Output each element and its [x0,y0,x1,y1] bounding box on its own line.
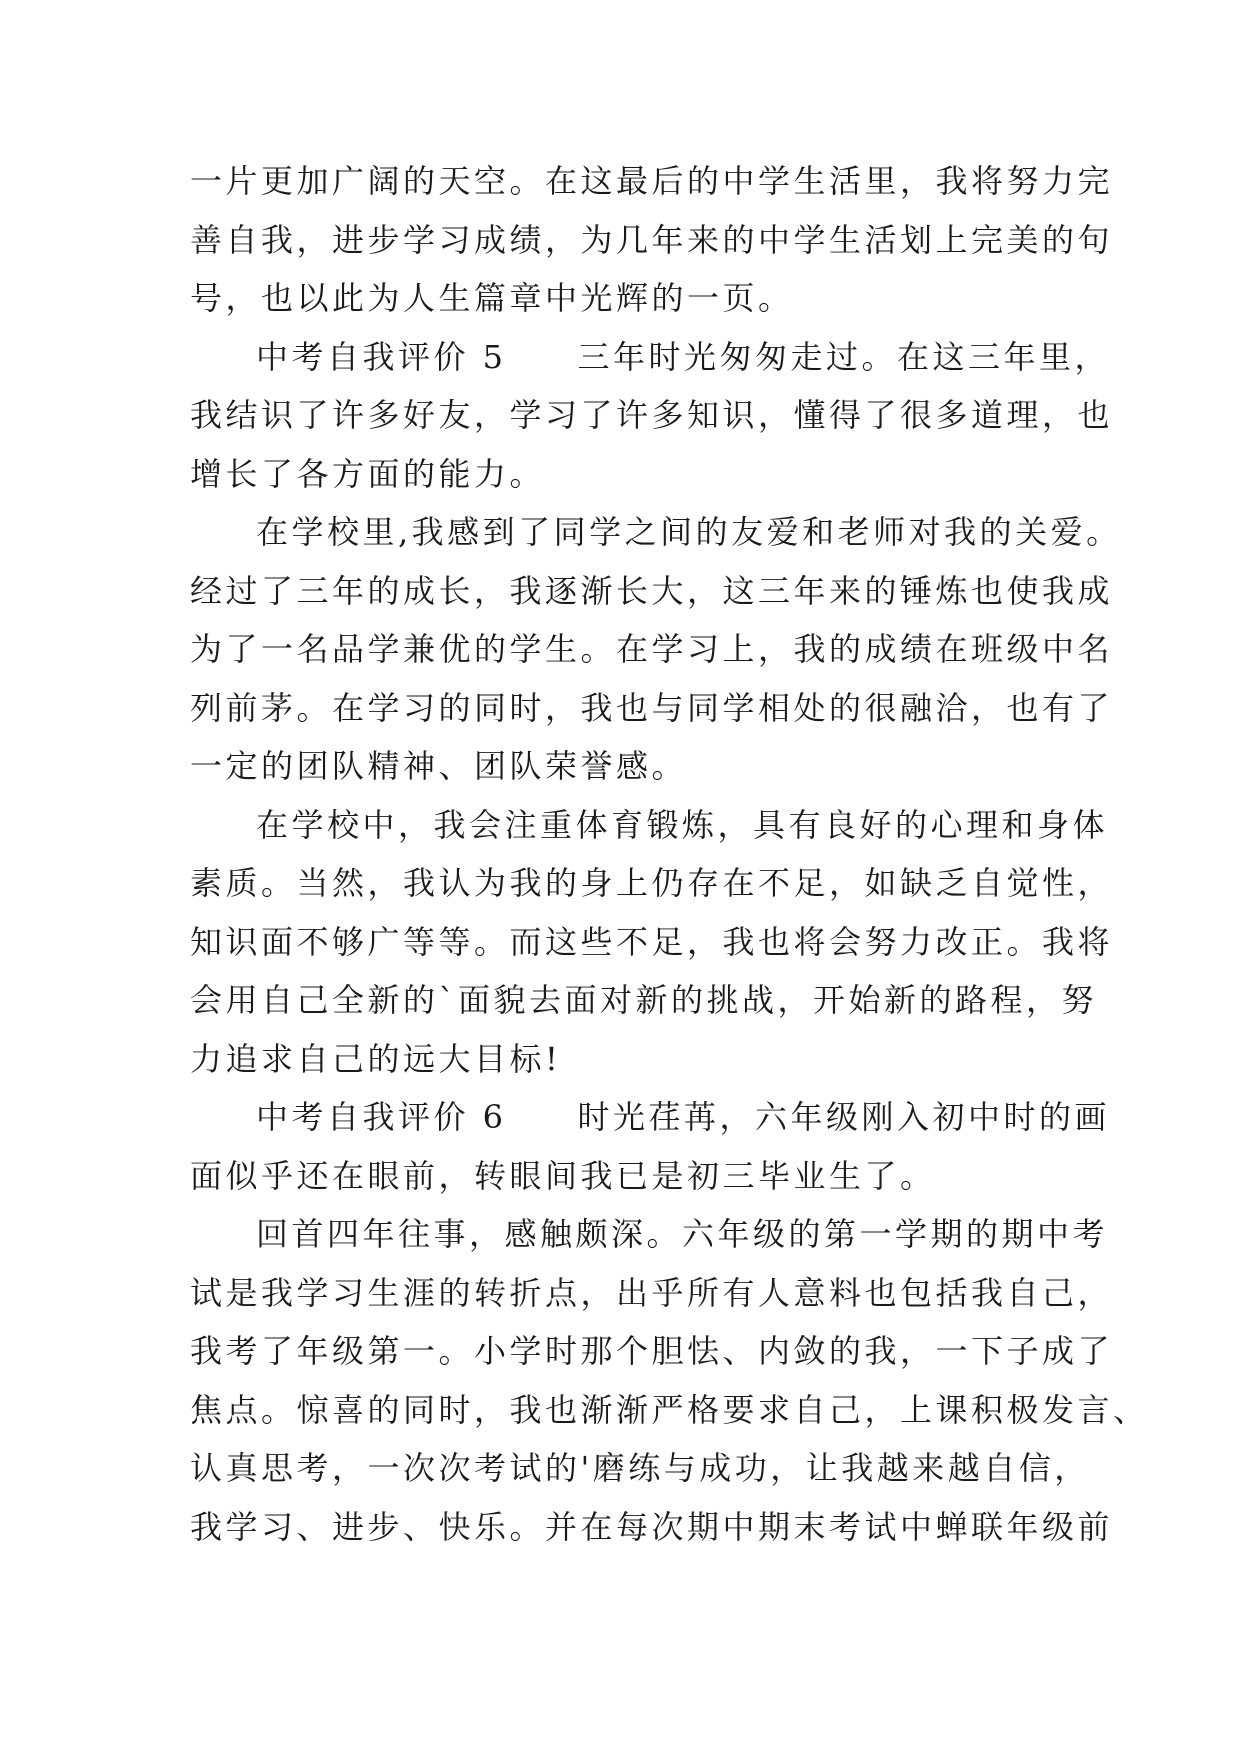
text-line: 经过了三年的成长，我逐渐长大，这三年来的锤炼也使我成 [190,571,1114,610]
body-text [190,152,1149,1556]
text-line: 会用自己全新的`面貌去面对新的挑战，开始新的路程，努 [190,981,1098,1019]
text-line: 号，也以此为人生篇章中光辉的一页。 [190,279,794,317]
text-line: 我学习、进步、快乐。并在每次期中期末考试中蝉联年级前 [190,1507,1114,1546]
paragraph-start-line: 回首四年往事，感触颇深。六年级的第一学期的期中考 [256,1215,1109,1253]
text-line: 一片更加广阔的天空。在这最后的中学生活里，我将努力完 [190,162,1114,200]
text-line: 认真思考，一次次考试的'磨练与成功，让我越来越自信， [190,1449,1090,1487]
text-line: 善自我，进步学习成绩，为几年来的中学生活划上完美的句 [190,220,1114,259]
paragraph-start-line: 在学校中，我会注重体育锻炼，具有良好的心理和身体 [256,805,1109,844]
text-line: 试是我学习生涯的转折点，出乎所有人意料也包括我自己， [190,1273,1114,1312]
section-heading-line: 中考自我评价 5 三年时光匆匆走过。在这三年里， [256,337,1111,376]
text-line: 增长了各方面的能力。 [190,454,546,493]
section-heading-line: 中考自我评价 6 时光荏苒，六年级刚入初中时的画 [256,1098,1111,1136]
text-line: 力追求自己的远大目标! [190,1039,562,1078]
text-line: 焦点。惊喜的同时，我也渐渐严格要求自己，上课积极发言、 [190,1390,1149,1429]
text-line: 一定的团队精神、团队荣誉感。 [190,747,688,785]
text-line: 我考了年级第一。小学时那个胆怯、内敛的我，一下子成了 [190,1332,1114,1370]
text-line: 为了一名品学兼优的学生。在学习上，我的成绩在班级中名 [190,630,1114,668]
text-line: 知识面不够广等等。而这些不足，我也将会努力改正。我将 [190,922,1114,961]
text-line: 素质。当然，我认为我的身上仍存在不足，如缺乏自觉性， [190,864,1114,902]
text-line: 我结识了许多好友，学习了许多知识，懂得了很多道理，也 [190,396,1114,434]
paragraph-start-line: 在学校里,我感到了同学之间的友爱和老师对我的关爱。 [256,513,1122,551]
text-line: 面似乎还在眼前，转眼间我已是初三毕业生了。 [190,1156,936,1195]
text-line: 列前茅。在学习的同时，我也与同学相处的很融洽，也有了 [190,688,1114,727]
